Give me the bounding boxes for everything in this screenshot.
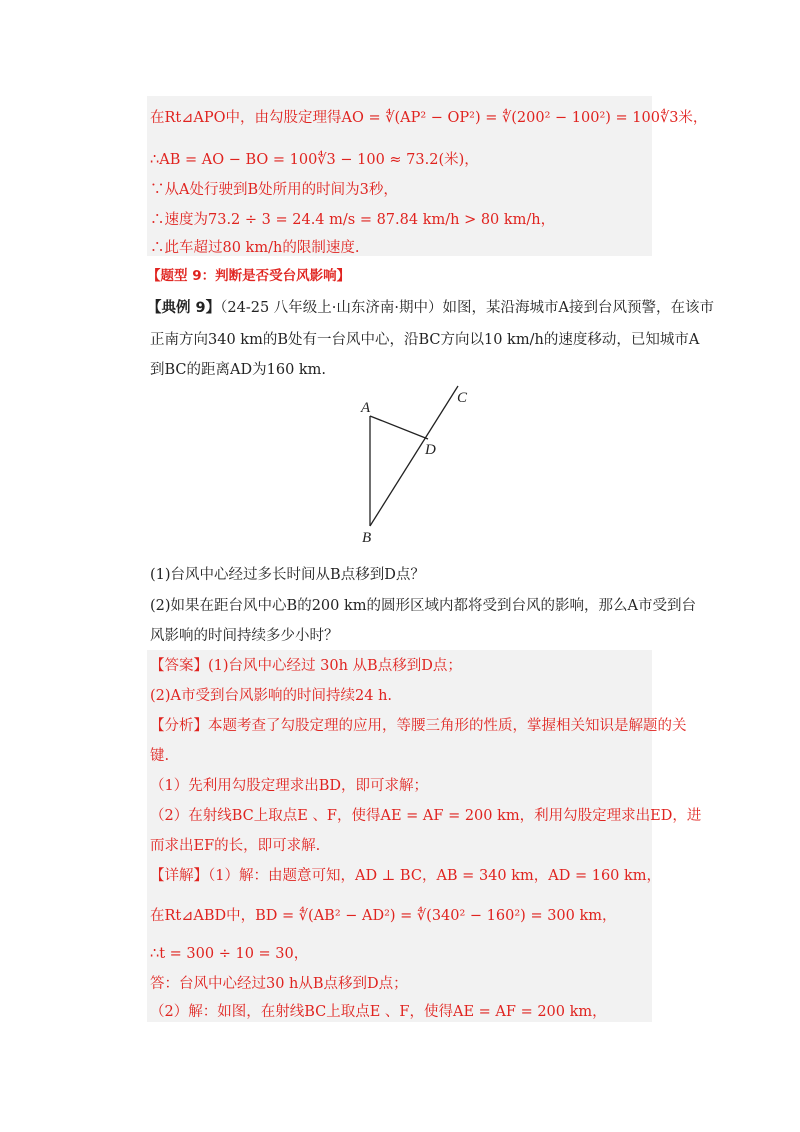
detail-line-1: 【详解】（1）解：由题意可知，AD ⊥ BC，AB = 340 km，AD = 160 km，: [150, 868, 662, 884]
example-line-3: 到BC的距离AD为160 km.: [150, 362, 327, 378]
segment-AD: [370, 416, 428, 439]
example-line-1: [147, 298, 714, 318]
detail-line-5: （2）解：如图，在射线BC上取点E 、F，使得AE = AF = 200 km，: [150, 1004, 607, 1020]
detail-line-3: ∴t = 300 ÷ 10 = 30，: [150, 946, 309, 962]
example-tag: 【典例 9】: [147, 300, 221, 316]
solution-line-4: ∴速度为73.2 ÷ 3 = 24.4 m/s = 87.84 km/h > 80 km/h，: [150, 212, 556, 228]
analysis-line-1: 【分析】本题考查了勾股定理的应用，等腰三角形的性质，掌握相关知识是解题的关: [150, 718, 687, 734]
detail-line-4: 答：台风中心经过30 h从B点移到D点；: [150, 976, 408, 992]
answer-line-2: (2)A市受到台风影响的时间持续24 h.: [150, 688, 393, 704]
detail-line-2: 在Rt⊿ABD中，BD = ∜(AB² − AD²) = ∜(340² − 160²) = 300 km，: [150, 908, 617, 924]
analysis-line-4: （2）在射线BC上取点E 、F，使得AE = AF = 200 km，利用勾股定理求出ED，进: [150, 808, 702, 824]
question-2-line-2: 风影响的时间持续多少小时？: [150, 628, 339, 644]
label-D: D: [425, 442, 436, 458]
answer-line-1: 【答案】(1)台风中心经过 30h 从B点移到D点；: [150, 658, 462, 674]
example-text-1: （24-25 八年级上·山东济南·期中）如图，某沿海城市A接到台风预警，在该市: [220, 300, 714, 316]
question-2-line-1: (2)如果在距台风中心B的200 km的圆形区域内都将受到台风的影响，那么A市受到台: [150, 598, 696, 614]
section-title: 【题型 9：判断是否受台风影响】: [147, 268, 351, 284]
analysis-line-2: 键.: [150, 748, 170, 764]
triangle-diagram: [340, 380, 490, 550]
example-line-2: 正南方向340 km的B处有一台风中心，沿BC方向以10 km/h的速度移动，已知城市A: [150, 332, 700, 348]
question-1: (1)台风中心经过多长时间从B点移到D点？: [150, 567, 425, 583]
ray-BC: [370, 386, 458, 526]
solution-line-1: 在Rt⊿APO中，由勾股定理得AO = ∜(AP² − OP²) = ∜(200² − 100²) = 100∜3米，: [150, 110, 708, 126]
label-C: C: [457, 390, 468, 406]
solution-line-2: ∴AB = AO − BO = 100∜3 − 100 ≈ 73.2(米)，: [150, 152, 479, 168]
solution-line-3: ∵从A处行驶到B处所用的时间为3秒，: [150, 182, 398, 198]
solution-line-5: ∴此车超过80 km/h的限制速度.: [150, 240, 360, 256]
analysis-line-3: （1）先利用勾股定理求出BD，即可求解；: [150, 778, 429, 794]
label-A: A: [361, 400, 371, 416]
label-B: B: [362, 530, 372, 546]
analysis-line-5: 而求出EF的长，即可求解.: [150, 838, 321, 854]
